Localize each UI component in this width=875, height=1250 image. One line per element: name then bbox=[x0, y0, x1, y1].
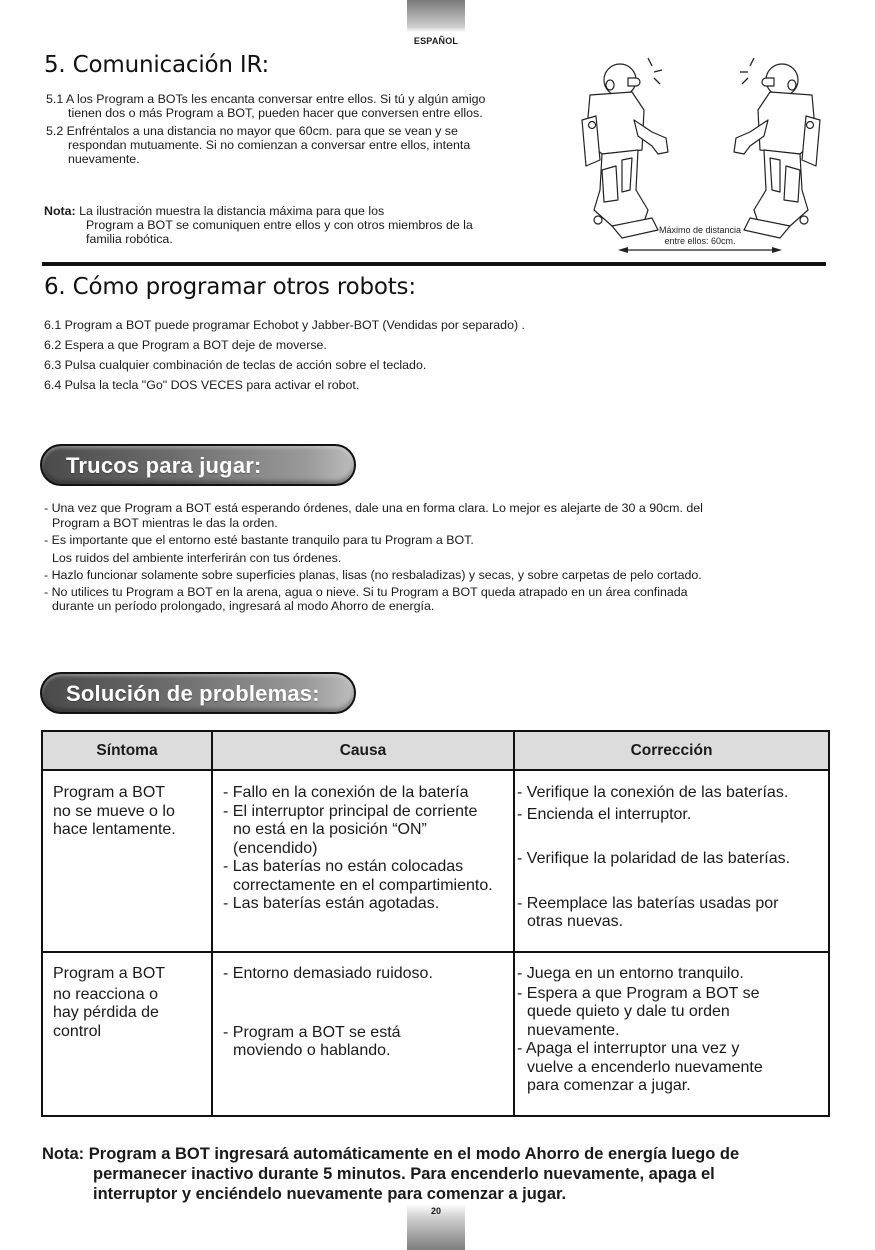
cause-cell: - Fallo en la conexión de la batería - El interruptor principal de corriente no está en la posición “ON” (encendido) - Las baterías no están colocadas correctamente en el compartimiento. - Las baterías están agotadas. bbox=[212, 770, 514, 952]
distance-arrow-icon bbox=[618, 247, 782, 253]
header-tab bbox=[407, 0, 465, 32]
table-header-row bbox=[42, 731, 829, 770]
section-5-item-2: 5.2 Enfréntalos a una distancia no mayor que 60cm. para que se vean y se respondan mutuamente. Si no comienzan a conversar entre ellos, intenta nuevamente. bbox=[46, 124, 471, 166]
tips-heading-pill bbox=[40, 444, 356, 486]
robots-illustration bbox=[572, 50, 830, 260]
table-row bbox=[42, 770, 829, 952]
section-6-item: 6.4 Pulsa la tecla "Go" DOS VECES para activar el robot. bbox=[44, 378, 360, 392]
tip-item: - Una vez que Program a BOT está esperando órdenes, dale una en forma clara. Lo mejor es alejarte de 30 a 90cm. del bbox=[44, 501, 703, 515]
symptom-cell: Program a BOT no reacciona o hay pérdida de control bbox=[42, 952, 212, 1116]
correction-cell: - Juega en un entorno tranquilo. - Espera a que Program a BOT se quede quieto y dale tu orden nuevamente. - Apaga el interruptor una vez y vuelve a encenderlo nuevamente para comenzar a jugar. bbox=[514, 952, 829, 1116]
section-6-title: 6. Cómo programar otros robots: bbox=[44, 274, 416, 300]
section-6-item: 6.2 Espera a que Program a BOT deje de moverse. bbox=[44, 338, 327, 352]
robot-right-icon bbox=[734, 64, 820, 238]
power-save-note: Nota: Program a BOT ingresará automáticamente en el modo Ahorro de energía luego de permanecer inactivo durante 5 minutos. Para encenderlo nuevamente, apaga el interruptor y enciéndelo nuevamente para comenzar a jugar. bbox=[42, 1145, 740, 1203]
robot-left-icon bbox=[582, 64, 668, 238]
section-6-list bbox=[44, 315, 664, 395]
troubleshooting-title: Solución de problemas: bbox=[66, 681, 320, 706]
tip-item: - No utilices tu Program a BOT en la arena, agua o nieve. Si tu Program a BOT queda atrapado en un área confinada bbox=[44, 584, 688, 599]
tip-item: - Es importante que el entorno esté bastante tranquilo para tu Program a BOT. bbox=[44, 533, 474, 547]
tips-list: - Una vez que Program a BOT está esperando órdenes, dale una en forma clara. Lo mejor es alejarte de 30 a 90cm. del Program a BOT mientras le das la orden. - Es importante que el entorno esté bastante tranquilo para tu Program a BOT. Los ruidos del ambiente interferirán con tus órdenes. - Hazlo funcionar solamente sobre superficies planas, lisas (no resbaladizas) y secas, y sobre carpetas de pelo cortado. - No utilices tu Program a BOT en la arena, agua o nieve. Si tu Program a BOT queda atrapado en un área confinada durante un período prolongado, ingresará al modo Ahorro de energía. bbox=[44, 501, 834, 614]
section-6-item: 6.1 Program a BOT puede programar Echobot y Jabber-BOT (Vendidas por separado) . bbox=[44, 318, 525, 332]
cause-cell: - Entorno demasiado ruidoso. - Program a BOT se está moviendo o hablando. bbox=[212, 952, 514, 1116]
symptom-cell: Program a BOT no se mueve o lo hace lentamente. bbox=[42, 770, 212, 952]
note-label: Nota: bbox=[42, 1145, 85, 1163]
column-header-symptom: Síntoma bbox=[42, 731, 212, 770]
distance-caption-line2: entre ellos: 60cm. bbox=[664, 236, 736, 246]
section-5-title: 5. Comunicación IR: bbox=[44, 52, 270, 78]
sound-waves-icon bbox=[648, 58, 754, 84]
tip-item: - Hazlo funcionar solamente sobre superficies planas, lisas (no resbaladizas) y secas, y sobre carpetas de pelo cortado. bbox=[44, 568, 702, 582]
table-row bbox=[42, 952, 829, 1116]
language-label: ESPAÑOL bbox=[413, 36, 459, 46]
section-5-item-1: 5.1 A los Program a BOTs les encanta conversar entre ellos. Si tú y algún amigo tienen dos o más Program a BOT, pueden hacer que conversen entre ellos. bbox=[46, 92, 486, 120]
troubleshooting-heading-pill bbox=[40, 672, 356, 714]
tips-title: Trucos para jugar: bbox=[66, 453, 262, 478]
column-header-correction: Corrección bbox=[514, 731, 829, 770]
note-label: Nota: bbox=[44, 204, 76, 218]
page-number: 20 bbox=[430, 1206, 441, 1216]
distance-caption-line1: Máximo de distancia bbox=[658, 225, 742, 235]
section-5-note: Nota: La ilustración muestra la distancia máxima para que los Program a BOT se comuniquen entre ellos y con otros miembros de la familia robótica. bbox=[44, 204, 473, 246]
section-divider bbox=[42, 262, 826, 266]
section-6-item: 6.3 Pulsa cualquier combinación de teclas de acción sobre el teclado. bbox=[44, 358, 427, 372]
troubleshooting-table bbox=[41, 730, 830, 1117]
correction-cell: - Verifique la conexión de las baterías. - Encienda el interruptor. - Verifique la polaridad de las baterías. - Reemplace las baterías usadas por otras nuevas. bbox=[514, 770, 829, 952]
column-header-cause: Causa bbox=[212, 731, 514, 770]
